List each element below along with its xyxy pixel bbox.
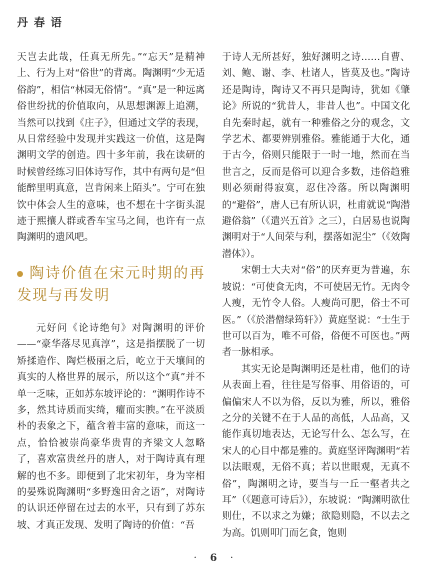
right-column [222, 50, 410, 542]
paragraph: 元好问《论诗绝句》对陶渊明的评价——“豪华落尽见真淳”，这是指摆脱了一切矫揉造作、陶烂极丽之后，屹立于天壤间的真实的人格世界的展示，所以这个“真”并不单一乏味，正如苏东坡评论的：“渊明作诗不多，然其诗质而实绮，癯而实腴。”在平淡质朴的表象之下，蕴含着丰富的意味，而这一点，恰恰被崇尚豪华贵胄的齐梁文人忽略了，喜欢富贵丝丹的唐人，对于陶诗真有理解的也不多。即便到了北宋初年，身为宰相的晏殊说陶渊明“多野逸田舍之语”，对陶诗的认识还停留在过去的水平，只有到了苏东坡、才真正发现、发明了陶诗的价值：“吾 [17, 322, 205, 531]
section-heading [17, 263, 205, 307]
footer-dot-left: · [193, 553, 197, 564]
bullet-dot-icon [17, 271, 23, 277]
left-column [17, 50, 205, 534]
footer-dot-right: · [230, 553, 234, 564]
paragraph: 于诗人无所甚好，独好渊明之诗……自曹、刘、鲍、谢、李、杜诸人，皆莫及也。”陶诗还是陶诗，陶诗又不再只是陶诗，犹如《肇论》所说的“犹昔人，非昔人也”。中国文化自先秦时起，就有一种雅俗之分的观念，文学艺术、都要辨别雅俗。雅能通于大化，通于古今，俗则只能限于一时一地，然而在当世言之，反而是俗可以迎合多数，违俗趋雅则必须耐得寂寞，忍住冷落。所以陶渊明的“避俗”，唐人已有所认识，杜甫就说“陶潜避俗翁”（《遣兴五首》之三），白居易也说陶渊明对于“人间荣与利，摆落如泥尘”（《效陶潜体》）。 [222, 52, 410, 260]
page-footer [0, 553, 427, 564]
paragraph: 天岂去此哉，任真无所先。”“忘天”是精神上、行为上对“俗世”的背离。陶渊明“少无适俗韵”，相信“林园无俗情”。“真”是一种远离俗世纷扰的价值取向，从思想渊源上追溯，当然可以找到《庄子》，但通过文学的表现，从日常经验中发现并实践这一价值，这是陶渊明文学的创造。四十多年前，我在读研的时候曾经练习旧体诗写作，其中有两句是“但能醉里明真意，岂肯闲来上陌头”。宁可在独饮中体会人生的意味，也不想在十字街头混迹于熙攘人群或香车宝马之间，也许有一点陶渊明的遗风吧。 [17, 52, 205, 244]
section-heading-text: 陶诗价值在宋元时期的再发现与再发明 [17, 265, 205, 304]
page-number: 6 [210, 553, 217, 564]
paragraph: 其实无论是陶渊明还是杜甫，他们的诗从表面上看，往往是写俗事、用俗语的，可偏偏宋人不以为俗，反以为雅，所以，雅俗之分的关键不在于人品的高低，人品高，又能作真切地表达，无论写什么、怎么写，在宋人的心目中都是雅的。黄庭坚评陶渊明“若以法眼观，无俗不真；若以世眼观，无真不俗”，陶渊明之诗，要当与一丘一壑者共之耳”（《题意可诗后》），东坡说：“陶渊明欲仕则仕，不以求之为嫌；欲隐则隐，不以去之为高。饥则叩门而乞食，饱则 [222, 363, 410, 539]
journal-header: 丹 春 语 [17, 16, 63, 29]
paragraph: 宋朝士大夫对“俗”的厌弃更为普遍，东坡说：“可使食无肉，不可使居无竹。无肉令人瘦，无竹令人俗。人瘦尚可肥，俗士不可医。”（《於潜僧绿筠轩》）黄庭坚说：“士生于世可以百为，唯不可俗，俗便不可医也。”两者一脉相承。 [222, 265, 410, 359]
